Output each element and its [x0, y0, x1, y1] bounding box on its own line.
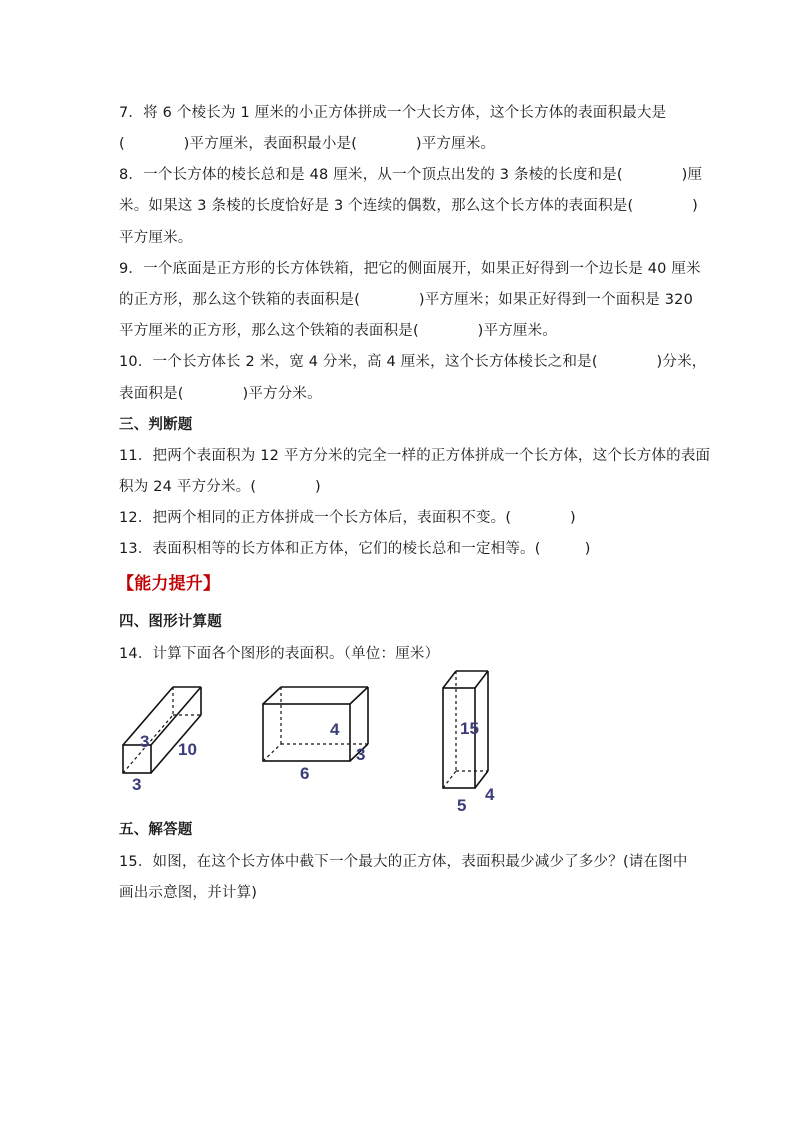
q9-line3: 平方厘米的正方形，那么这个铁箱的表面积是( )平方厘米。 [119, 323, 558, 339]
fig1-height-label: 3 [140, 732, 150, 751]
fig3-width-label: 4 [485, 785, 495, 804]
cuboid-figure-1 [118, 682, 218, 797]
q8-line2: 米。如果这 3 条棱的长度恰好是 3 个连续的偶数，那么这个长方体的表面积是( ) [119, 198, 698, 214]
q8-line3: 平方厘米。 [119, 230, 193, 246]
q8-line1: 8．一个长方体的棱长总和是 48 厘米，从一个顶点出发的 3 条棱的长度和是( )厘 [119, 167, 703, 183]
q12-line: 12．把两个相同的正方体拼成一个长方体后，表面积不变。( ) [119, 510, 576, 526]
q10-line2: 表面积是( )平方分米。 [119, 386, 322, 402]
q9-line1: 9．一个底面是正方形的长方体铁箱，把它的侧面展开，如果正好得到一个边长是 40 厘米 [119, 261, 701, 277]
q10-line1: 10．一个长方体长 2 米，宽 4 分米，高 4 厘米，这个长方体棱长之和是( )分米， [119, 354, 707, 370]
q14-line: 14．计算下面各个图形的表面积。（单位：厘米） [119, 646, 440, 662]
fig3-height-label: 15 [460, 719, 479, 738]
section-heading-ability: 【能力提升】 [117, 574, 221, 594]
q11-line1: 11．把两个表面积为 12 平方分米的完全一样的正方体拼成一个长方体，这个长方体的表面 [119, 448, 711, 464]
section-heading-figure-calc: 四、图形计算题 [119, 614, 222, 630]
q7-line2: ( )平方厘米，表面积最小是( )平方厘米。 [119, 136, 496, 152]
q13-line: 13．表面积相等的长方体和正方体，它们的棱长总和一定相等。( ) [119, 541, 591, 557]
fig2-height-label: 4 [330, 720, 340, 739]
fig1-length-label: 10 [178, 740, 197, 759]
q11-line2: 积为 24 平方分米。( ) [119, 479, 321, 495]
q9-line2: 的正方形，那么这个铁箱的表面积是( )平方厘米；如果正好得到一个面积是 320 [119, 292, 693, 308]
fig3-length-label: 5 [457, 796, 467, 815]
section-heading-solve: 五、解答题 [119, 822, 193, 838]
fig2-width-label: 3 [356, 745, 366, 764]
q7-line1: 7．将 6 个棱长为 1 厘米的小正方体拼成一个大长方体，这个长方体的表面积最大是 [119, 105, 667, 121]
cuboid-figure-2 [258, 682, 373, 787]
fig1-width-label: 3 [132, 775, 142, 794]
cuboid-figure-3 [438, 666, 518, 816]
fig2-length-label: 6 [300, 764, 310, 783]
q15-line2: 画出示意图，并计算) [119, 885, 258, 901]
q15-line1: 15．如图，在这个长方体中截下一个最大的正方体，表面积最少减少了多少？(请在图中 [119, 854, 688, 870]
section-heading-judgment: 三、判断题 [119, 417, 193, 433]
